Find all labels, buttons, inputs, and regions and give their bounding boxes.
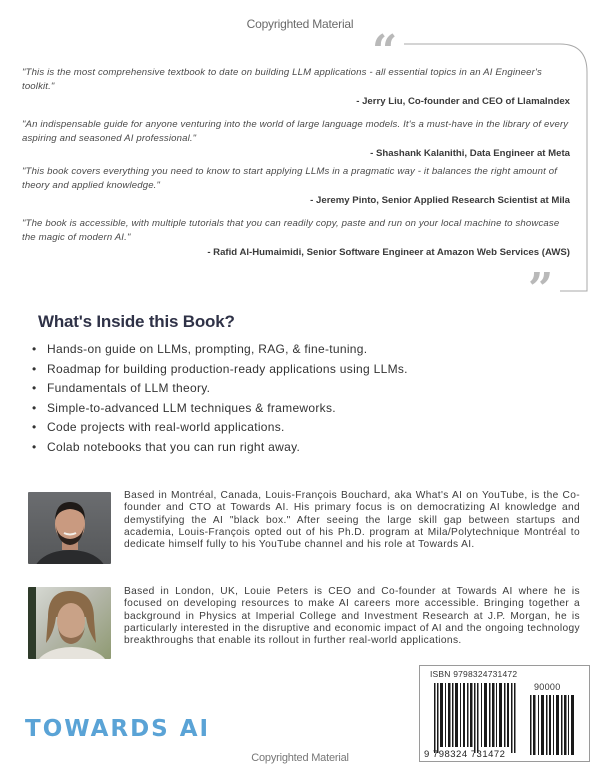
author-bio-louis-francois-bouchard: Based in Montréal, Canada, Louis-François Bouchard, aka What's AI on YouTube, is the Co-founder and CTO at Towards AI. His primary focus is on democratizing AI knowledge and demystifying the AI "black box." After seeing the large skill gap between startups and academia, Louis-François opted out of his Ph.D. program at Mila/Polytechnique Montréal to dedicate himself fully to his YouTube channel and his role at Towards AI.: [124, 490, 580, 551]
testimonial-author: - Shashank Kalanithi, Data Engineer at Meta: [370, 148, 570, 159]
testimonial-author: - Jerry Liu, Co-founder and CEO of LlamaIndex: [356, 96, 570, 107]
author-photo-louis-francois-bouchard: [28, 492, 111, 564]
feature-list: [30, 340, 408, 457]
author-bio-louie-peters: Based in London, UK, Louie Peters is CEO and Co-founder at Towards AI where he is focused on developing resources to make AI careers more accessible. Bringing together a background in Physics at Imperial College and Investment Research at J.P. Morgan, he is particularly interested in the disruptive and economic impact of AI and the ongoing technology breakthroughs that enable its rollout in further real-world applications.: [124, 586, 580, 647]
feature-item: • Roadmap for building production-ready applications using LLMs.: [30, 360, 408, 380]
towards-ai-logo: TOWARDS AI: [25, 716, 211, 742]
testimonial-quote: "The book is accessible, with multiple tutorials that you can readily copy, paste and run on your local machine to showcase the magic of modern AI.": [22, 218, 560, 243]
bullet-icon: •: [32, 420, 37, 434]
section-title: What's Inside this Book?: [38, 312, 235, 331]
barcode-main-bars: [434, 683, 516, 753]
price-code: 90000: [534, 682, 561, 692]
feature-item: • Fundamentals of LLM theory.: [30, 379, 408, 399]
barcode-addon-bars: [530, 695, 575, 755]
isbn-label: ISBN 9798324731472: [430, 669, 518, 679]
feature-item: • Colab notebooks that you can run right away.: [30, 438, 408, 458]
testimonial-quote: "This is the most comprehensive textbook to date on building LLM applications - all essential topics in an AI Engineer's toolkit.": [22, 67, 542, 92]
bullet-icon: •: [32, 342, 37, 356]
bullet-icon: •: [32, 361, 37, 376]
copyright-notice-top: Copyrighted Material: [246, 17, 354, 31]
feature-item: • Code projects with real-world applications.: [30, 418, 408, 438]
testimonial-author: - Jeremy Pinto, Senior Applied Research Scientist at Mila: [310, 195, 570, 206]
author-photo-louie-peters: [28, 587, 111, 659]
bullet-icon: •: [32, 439, 37, 454]
testimonial-4: [22, 217, 570, 259]
barcode-digits: 9 798324 731472: [424, 749, 506, 760]
bullet-icon: •: [32, 381, 37, 395]
testimonial-1: [22, 66, 570, 108]
isbn-barcode: [419, 665, 590, 762]
feature-item: • Hands-on guide on LLMs, prompting, RAG, & fine-tuning.: [30, 340, 408, 360]
bullet-icon: •: [32, 400, 37, 415]
testimonial-quote: "An indispensable guide for anyone venturing into the world of large language models. It's a must-have in the library of every aspiring and seasoned AI professional.": [22, 119, 569, 144]
testimonial-3: [22, 165, 570, 207]
copyright-notice-bottom: Copyrighted Material: [251, 752, 349, 764]
testimonial-author: - Rafid Al-Humaimidi, Senior Software Engineer at Amazon Web Services (AWS): [207, 247, 570, 258]
open-quote-icon: “: [372, 26, 398, 77]
close-quote-icon: ”: [528, 264, 554, 315]
testimonial-2: [22, 118, 570, 160]
testimonial-quote: "This book covers everything you need to know to start applying LLMs in a pragmatic way - it balances the right amount of theory and applied knowledge.": [22, 166, 558, 191]
feature-item: • Simple-to-advanced LLM techniques & frameworks.: [30, 399, 408, 419]
